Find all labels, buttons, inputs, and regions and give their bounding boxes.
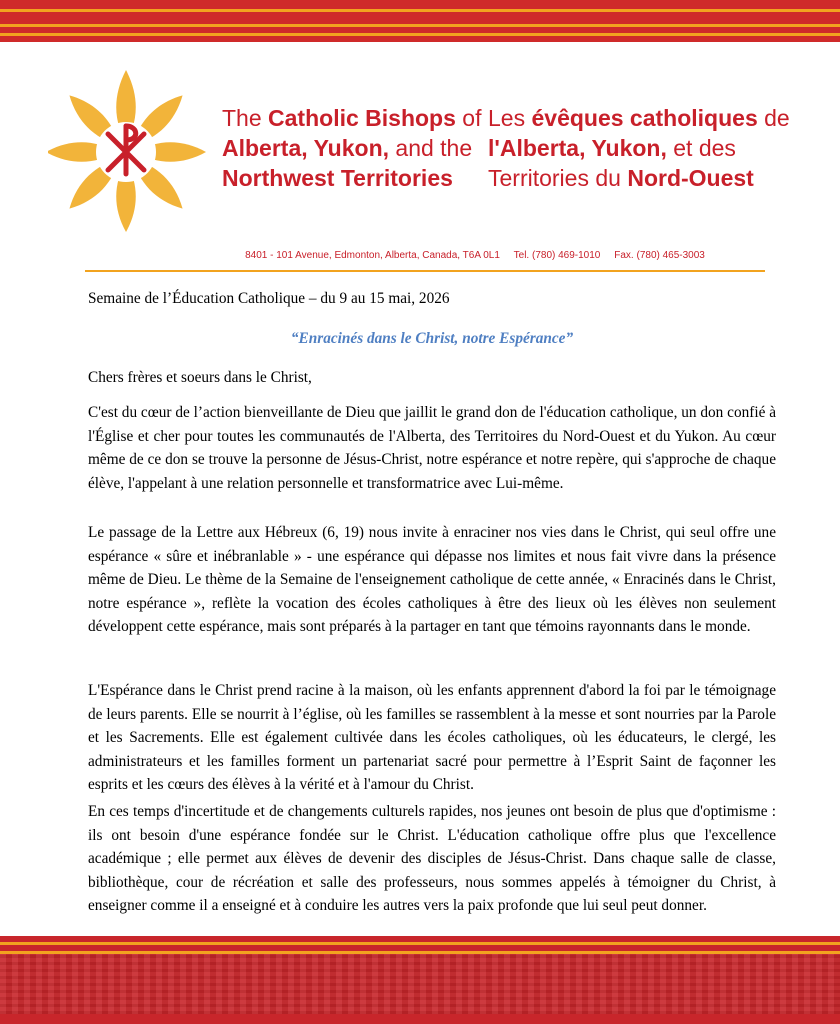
top-band-stripe [0,33,840,36]
event-date-line: Semaine de l’Éducation Catholique – du 9 au 15 mai, 2026 [88,290,450,307]
organization-name-english [222,103,481,193]
title-en-bold: Northwest Territories [222,165,453,191]
header-divider [85,270,765,272]
body-paragraph: C'est du cœur de l’action bienveillante de Dieu que jaillit le grand don de l'éducation catholique, un don confié à l'Église et cher pour toutes les communautés de l'Alberta, des Territoires du Nord-Ouest et du Yukon. Au cœur même de ce don se trouve la personne de Jésus-Christ, notre espérance et notre repère, qui s'approche de chaque élève, l'appelant à une relation personnelle et transformatrice avec Lui-même. [88,404,776,492]
contact-address: 8401 - 101 Avenue, Edmonton, Alberta, Canada, T6A 0L1 Tel. (780) 469-1010 Fax. (780) 465-3003 [245,250,705,261]
title-fr-bold: Nord-Ouest [627,165,754,191]
title-fr-text: Les [488,105,532,131]
title-en-text: and the [389,135,473,161]
title-fr-bold: évêques catholiques [531,105,758,131]
top-decorative-band [0,0,840,42]
title-en-text: The [222,105,269,131]
theme-title: “Enracinés dans le Christ, notre Espérance” [290,330,574,347]
bottom-decorative-band [0,936,840,1024]
body-paragraph: L'Espérance dans le Christ prend racine à la maison, où les enfants apprennent d'abord la foi par le témoignage de leurs parents. Elle se nourrit à l’église, où les familles se rassemblent à la messe et sont nourries par la Parole et les Sacrements. Elle est également cultivée dans les écoles catholiques, où les éducateurs, le clergé, les administrateurs et les familles forment un partenariat sacré pour permettre à l’Esprit Saint de façonner les esprits et les cœurs des élèves à la vérité et à l'amour du Christ. [88,682,776,794]
title-fr-text: du [588,165,628,191]
bottom-band-stripe [0,942,840,945]
organization-name-french [488,103,790,193]
bottom-band-pattern [0,954,840,1014]
bishops-logo-icon [48,66,208,234]
top-band-stripe [0,24,840,27]
title-fr-text: et des [666,135,736,161]
salutation: Chers frères et soeurs dans le Christ, [88,369,312,386]
title-fr-text: de [757,105,790,131]
title-fr-text: Territories [488,165,589,191]
body-paragraph: Le passage de la Lettre aux Hébreux (6, 19) nous invite à enraciner nos vies dans le Christ, qui seul offre une espérance « sûre et inébranlable » - une espérance qui dépasse nos limites et nous fait vivre dans la présence même de Dieu. Le thème de la Semaine de l'enseignement catholique de cette année, « Enracinés dans le Christ, notre espérance », reflète la vocation des écoles catholiques à être des lieux où les élèves non seulement développent cette espérance, mais sont préparés à la partager en tant que témoins rayonnants dans le monde. [88,524,776,636]
title-en-bold: Catholic Bishops [268,105,456,131]
top-band-stripe [0,9,840,12]
title-en-bold: Alberta, Yukon, [222,135,390,161]
title-fr-bold: l'Alberta, Yukon, [488,135,667,161]
title-en-text: of [455,105,482,131]
body-paragraph: En ces temps d'incertitude et de changements culturels rapides, nos jeunes ont besoin de plus que d'optimisme : ils ont besoin d'une espérance fondée sur le Christ. L'éducation catholique offre plus que l'excellence académique ; elle permet aux élèves de devenir des disciples de Jésus-Christ. Dans chaque salle de classe, bibliothèque, cour de récréation et salle des professeurs, nous sommes appelés à témoigner du Christ, à enseigner comme il a enseigné et à conduire les autres vers la paix profonde que lui seul peut donner. [88,803,776,915]
